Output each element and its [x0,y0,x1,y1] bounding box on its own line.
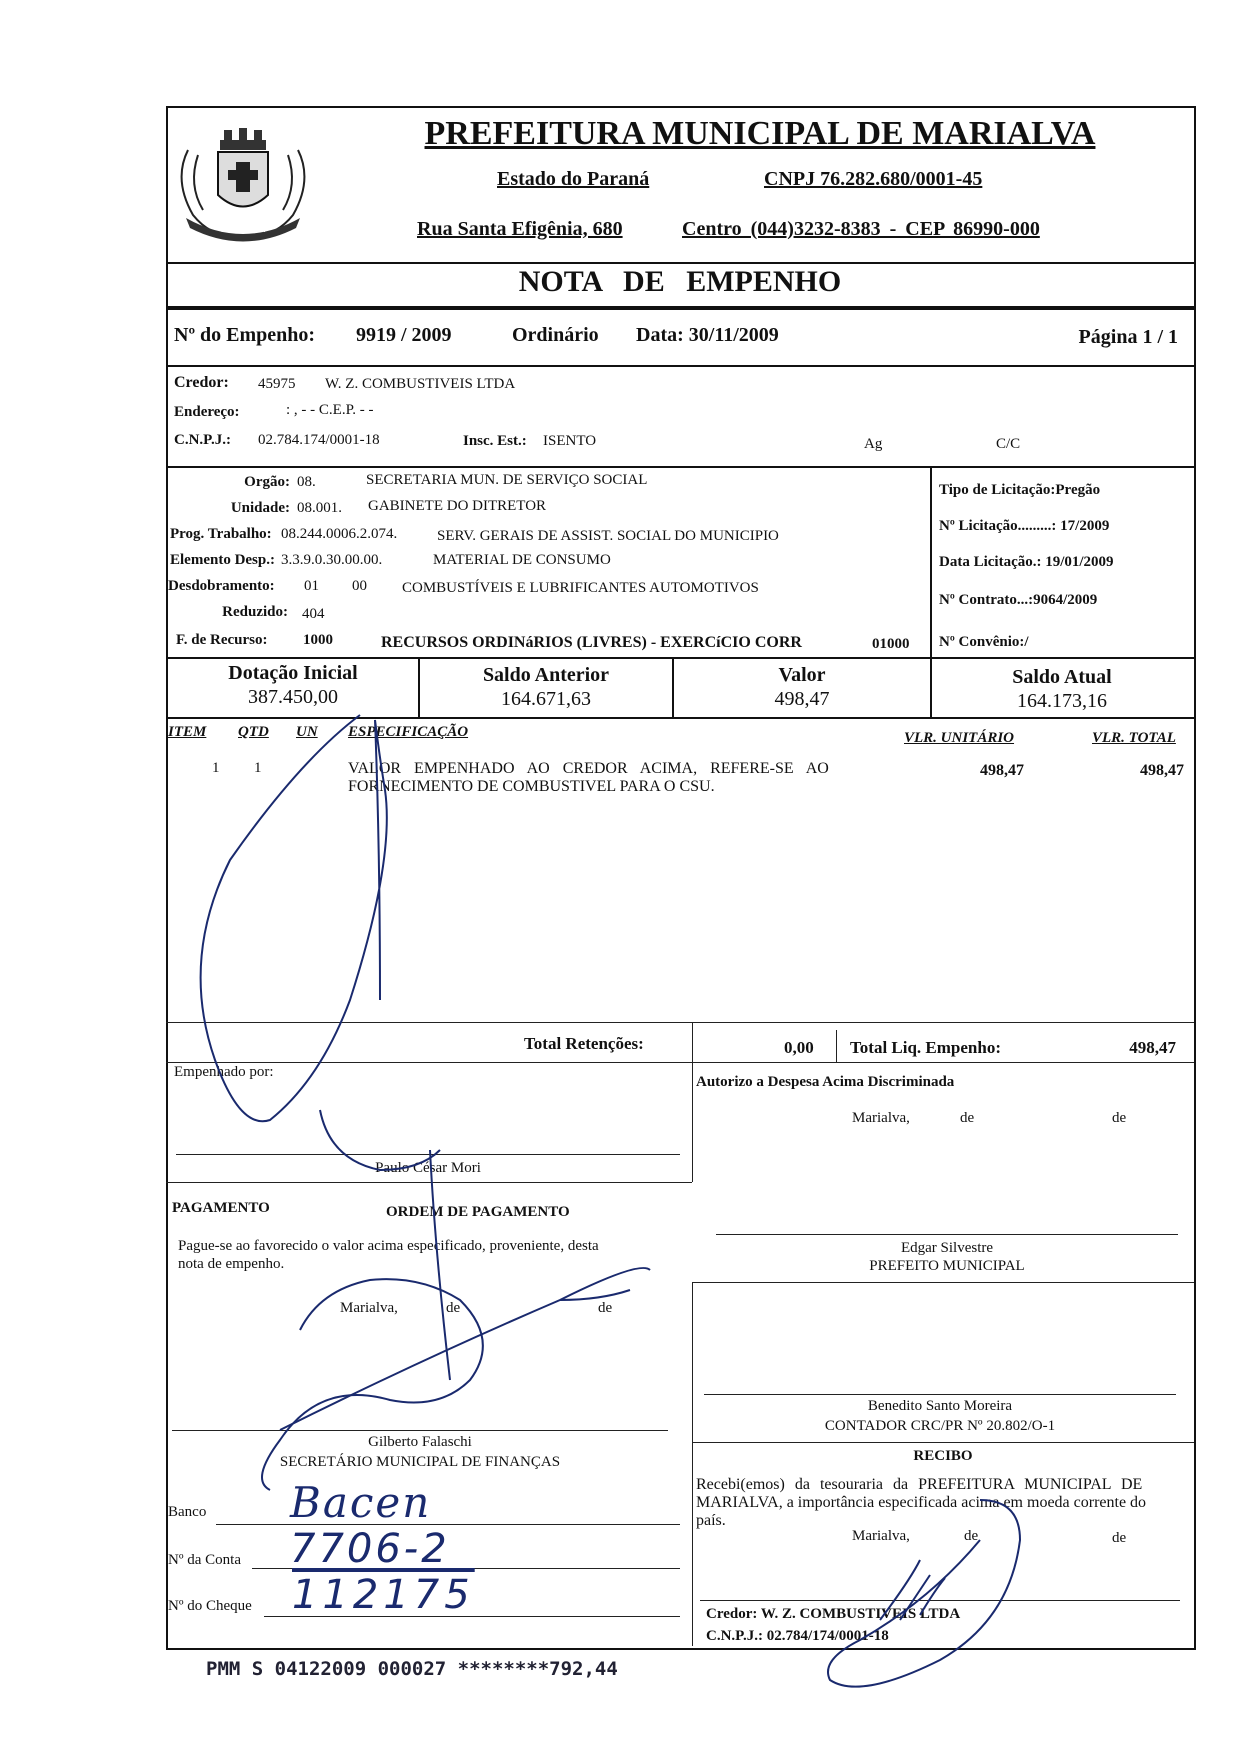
header-cnpj: CNPJ 76.282.680/0001-45 [764,168,983,190]
banco-label: Banco [168,1504,207,1520]
item-qtd: 1 [254,760,262,776]
secretario-cargo: SECRETÁRIO MUNICIPAL DE FINANÇAS [279,1454,561,1470]
contrato-numero: Nº Contrato...:9064/2009 [939,592,1098,608]
credor-code: 45975 [258,376,296,392]
unidade-code: 08.001. [297,500,342,516]
autorizo-de-1: de [960,1110,975,1126]
saldo-anterior-value: 164.671,63 [501,688,591,710]
item-unit-value: 498,47 [980,762,1024,779]
recibo-text-2: MARIALVA, a importância especificada acima em moeda corrente do [696,1494,1147,1511]
pagamento-de-1: de [446,1300,461,1316]
prog-code: 08.244.0006.2.074. [281,526,398,542]
recibo-cnpj: C.N.P.J.: 02.784/174/0001-18 [706,1628,889,1644]
doc-title: NOTA DE EMPENHO [518,265,842,298]
recibo-de-2: de [1112,1530,1127,1546]
col-vlr-unitario: VLR. UNITÁRIO [904,730,1015,746]
dotacao-inicial-label: Dotação Inicial [228,662,358,684]
prefeito-cargo: PREFEITO MUNICIPAL [869,1258,1025,1274]
credor-label: Credor: [174,374,229,391]
recibo-text-3: país. [696,1512,726,1529]
col-vlr-total: VLR. TOTAL [1092,730,1176,746]
secretario-name: Gilberto Falaschi [368,1434,472,1450]
pagamento-de-2: de [598,1300,613,1316]
prefeito-name: Edgar Silvestre [900,1240,994,1256]
insc-label: Insc. Est.: [463,433,527,449]
empenhado-por-name: Paulo César Mori [375,1160,481,1176]
elemento-code: 3.3.9.0.30.00.00. [281,552,383,568]
orgao-code: 08. [297,474,316,490]
total-liquido-label: Total Liq. Empenho: [850,1038,1001,1057]
saldo-atual-value: 164.173,16 [1017,690,1107,712]
autorizo-de-2: de [1112,1110,1127,1126]
col-item: ITEM [168,724,207,740]
desdobramento-b: 00 [352,578,367,594]
credor-name: W. Z. COMBUSTIVEIS LTDA [325,376,516,392]
col-especificacao: ESPECIFICAÇÃO [348,724,469,740]
coat-of-arms-logo [168,110,318,250]
empenho-page: Página 1 / 1 [1078,326,1178,348]
prog-name: SERV. GERAIS DE ASSIST. SOCIAL DO MUNICIPIO [437,528,779,544]
licitacao-tipo: Tipo de Licitação:Pregão [939,482,1101,498]
conta-label: Nº da Conta [168,1552,241,1568]
item-total-value: 498,47 [1140,762,1184,779]
convenio-numero: Nº Convênio:/ [939,634,1029,650]
col-qtd: QTD [238,724,269,740]
contador-cargo: CONTADOR CRC/PR Nº 20.802/O-1 [824,1418,1056,1434]
total-retencoes-label: Total Retenções: [524,1034,644,1053]
pagamento-place: Marialva, [340,1300,398,1316]
reduzido-label: Reduzido: [222,604,288,620]
recibo-place: Marialva, [852,1528,910,1544]
banco-handwritten: Bacen [290,1478,432,1527]
empenho-type: Ordinário [512,324,599,346]
dotacao-inicial-value: 387.450,00 [248,686,338,708]
autorizo-place: Marialva, [852,1110,910,1126]
saldo-anterior-label: Saldo Anterior [482,664,610,686]
fonte-code-2: 01000 [872,636,910,652]
pagamento-text-1: Pague-se ao favorecido o valor acima especificado, proveniente, desta [178,1238,599,1254]
ordem-pagamento-label: ORDEM DE PAGAMENTO [386,1204,570,1220]
licitacao-numero: Nº Licitação.........: 17/2009 [939,518,1110,534]
empenho-number: 9919 / 2009 [356,324,452,346]
item-description-line-2: FORNECIMENTO DE COMBUSTIVEL PARA O CSU. [348,778,715,795]
elemento-label: Elemento Desp.: [170,552,275,568]
fonte-code: 1000 [303,632,333,648]
desdobramento-name: COMBUSTÍVEIS E LUBRIFICANTES AUTOMOTIVOS [402,580,759,596]
total-liquido-value: 498,47 [1129,1038,1176,1057]
header-district: Centro (044)3232-8383 - CEP 86990-000 [682,218,1040,240]
licitacao-data: Data Licitação.: 19/01/2009 [939,554,1114,570]
pagamento-text-2: nota de empenho. [178,1256,285,1272]
empenhado-por-label: Empenhado por: [174,1064,274,1080]
header-street: Rua Santa Efigênia, 680 [417,218,623,240]
recibo-label: RECIBO [913,1448,973,1464]
cc-label: C/C [996,436,1021,452]
cheque-label: Nº do Cheque [168,1598,252,1614]
empenho-date: Data: 30/11/2009 [636,324,779,346]
unidade-label: Unidade: [230,500,290,516]
svg-text:MARIALVA: MARIALVA [220,224,266,234]
footer-code: PMM S 04122009 000027 ********792,44 [206,1658,618,1680]
cnpj-value: 02.784.174/0001-18 [258,432,380,448]
recibo-credor: Credor: W. Z. COMBUSTIVEIS LTDA [706,1606,961,1622]
conta-handwritten: 7706-2 [290,1526,450,1572]
total-retencoes-value: 0,00 [784,1038,814,1057]
elemento-name: MATERIAL DE CONSUMO [433,552,611,568]
fonte-name: RECURSOS ORDINáRIOS (LIVRES) - EXERCíCIO CORR [381,634,802,651]
reduzido-value: 404 [302,606,325,622]
desdobramento-label: Desdobramento: [168,578,275,594]
orgao-name: SECRETARIA MUN. DE SERVIÇO SOCIAL [366,472,648,488]
item-description-line-1: VALOR EMPENHADO AO CREDOR ACIMA, REFERE-SE AO [348,760,829,777]
header-title: PREFEITURA MUNICIPAL DE MARIALVA [424,115,1096,152]
insc-value: ISENTO [543,433,597,449]
recibo-de-1: de [964,1528,979,1544]
valor-label: Valor [778,664,826,686]
endereco-value: : , - - C.E.P. - - [286,402,374,418]
fonte-label: F. de Recurso: [176,632,268,648]
orgao-label: Orgão: [244,474,290,490]
desdobramento-a: 01 [304,578,319,594]
unidade-name: GABINETE DO DITRETOR [368,498,547,514]
header-state: Estado do Paraná [497,168,650,190]
cnpj-label: C.N.P.J.: [174,432,231,448]
ag-label: Ag [864,436,883,452]
valor-value: 498,47 [774,688,830,710]
empenho-number-label: Nº do Empenho: [174,324,316,346]
saldo-atual-label: Saldo Atual [1012,666,1112,688]
contador-name: Benedito Santo Moreira [867,1398,1013,1414]
col-un: UN [296,724,318,740]
pagamento-label: PAGAMENTO [172,1200,270,1216]
prog-label: Prog. Trabalho: [170,526,272,542]
autorizo-text: Autorizo a Despesa Acima Discriminada [696,1074,955,1090]
cheque-handwritten: 112175 [292,1572,475,1618]
item-number: 1 [212,760,220,776]
recibo-text-1: Recebi(emos) da tesouraria da PREFEITURA MUNICIPAL DE [696,1476,1143,1493]
endereco-label: Endereço: [174,404,240,420]
